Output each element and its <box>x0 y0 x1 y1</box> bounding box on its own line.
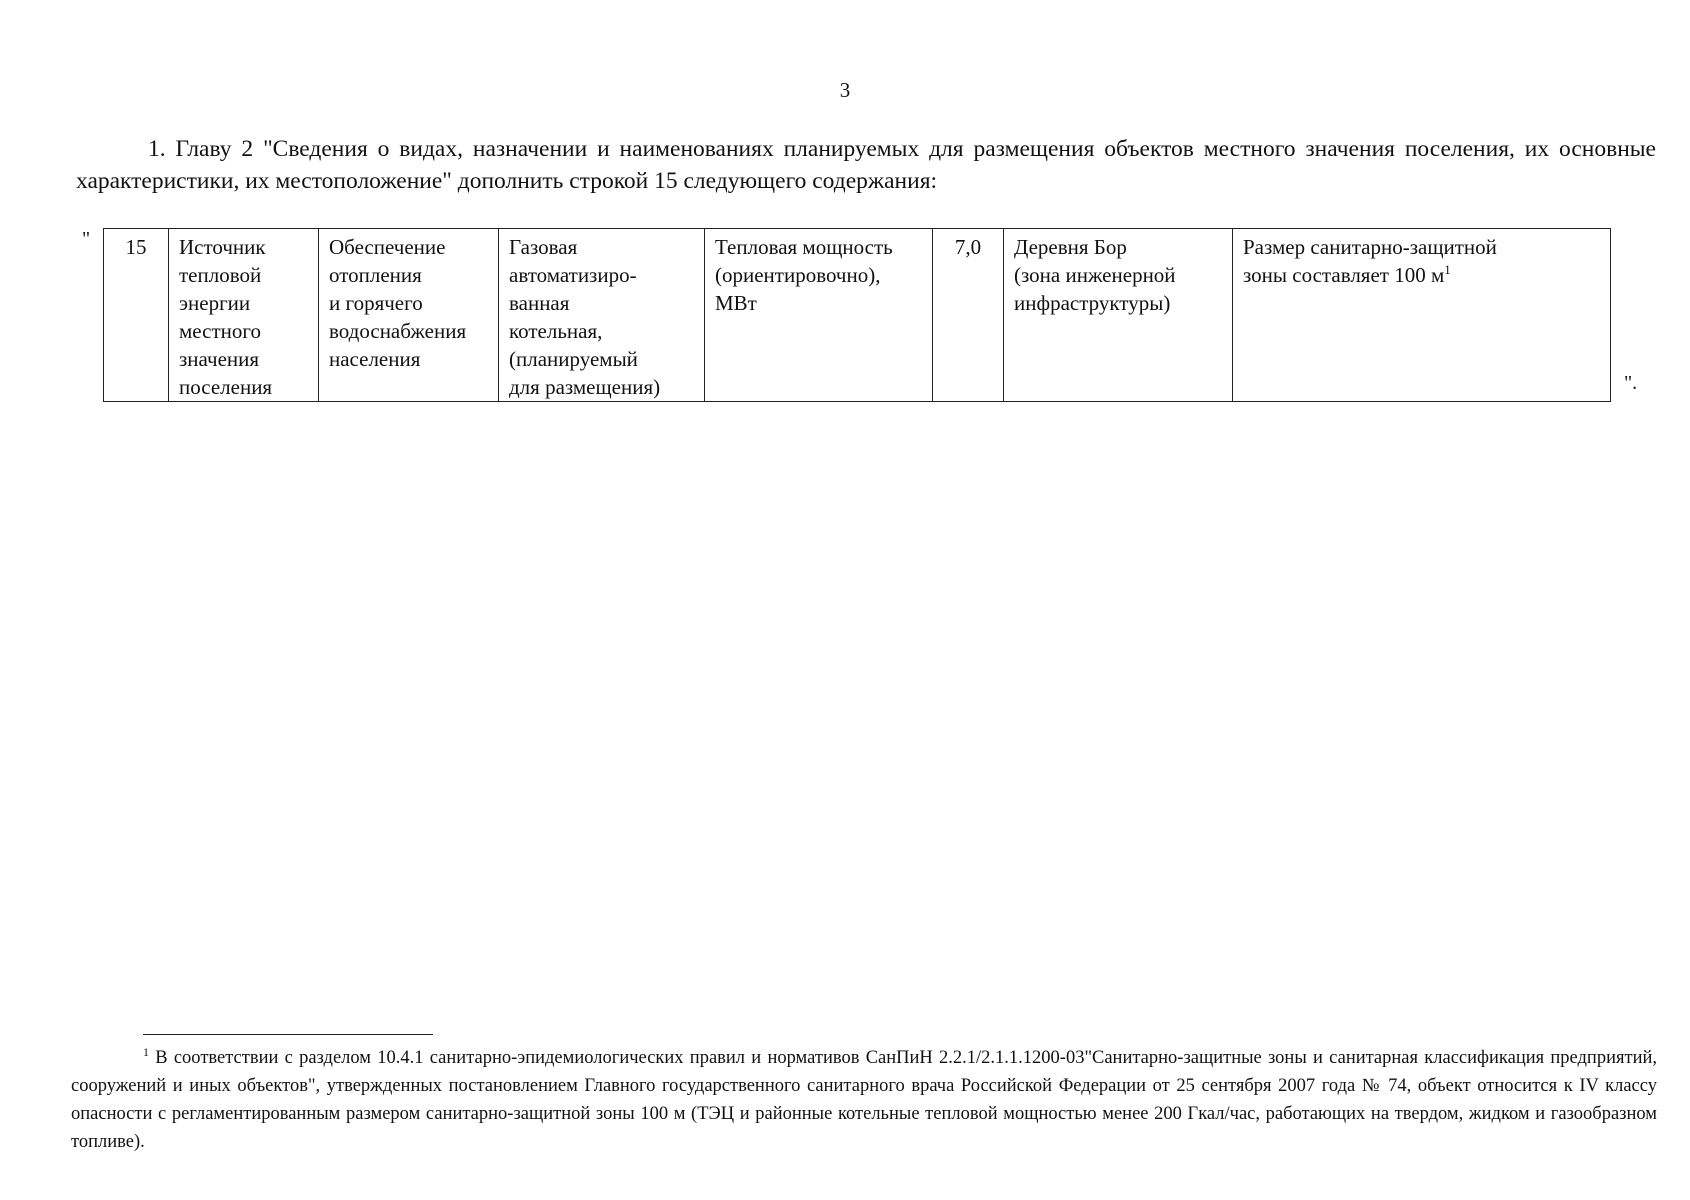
value-cell: 7,0 <box>933 229 1004 402</box>
opening-quote: " <box>82 228 91 250</box>
closing-quote: ". <box>1624 372 1638 394</box>
footnote-marker: 1 <box>143 1044 149 1059</box>
table-row <box>104 229 1611 402</box>
row-number-cell: 15 <box>104 229 169 402</box>
amendment-table <box>103 228 1611 402</box>
footnote <box>71 1044 1657 1156</box>
purpose-cell: Обеспечение отопления и горячего водоснабжения населения <box>319 229 499 402</box>
footnote-separator <box>143 1034 433 1035</box>
zone-note-text: Размер санитарно-защитной зоны составляет 100 м <box>1243 235 1497 287</box>
page-number: 3 <box>839 78 851 102</box>
object-type-cell: Источник тепловой энергии местного значения поселения <box>169 229 319 402</box>
footnote-text: В соответствии с разделом 10.4.1 санитарно-эпидемиологических правил и нормативов СанПиН 2.2.1/2.1.1.1200-03"Санитарно-защитные зоны и санитарная классификация предприятий, сооружений и иных объектов", утвержденных постановлением Главного государственного санитарного врача Российской Федерации от 25 сентября 2007 года № 74, объект относится к IV классу опасности с регламентированным размером санитарно-защитной зоны 100 м (ТЭЦ и районные котельные тепловой мощностью менее 200 Гкал/час, работающих на твердом, жидком и газообразном топливе). <box>71 1048 1657 1152</box>
footnote-reference[interactable]: 1 <box>1444 262 1451 277</box>
intro-paragraph: 1. Главу 2 "Сведения о видах, назначении и наименованиях планируемых для размещения объектов местного значения поселения, их основные характеристики, их местоположение" дополнить строкой 15 следующего содержания: <box>76 136 1656 194</box>
object-name-cell: Газовая автоматизиро- ванная котельная, (планируемый для размещения) <box>499 229 705 402</box>
location-cell: Деревня Бор (зона инженерной инфраструктуры) <box>1004 229 1233 402</box>
characteristic-cell: Тепловая мощность (ориентировочно), МВт <box>705 229 933 402</box>
zone-note-cell <box>1233 229 1611 402</box>
